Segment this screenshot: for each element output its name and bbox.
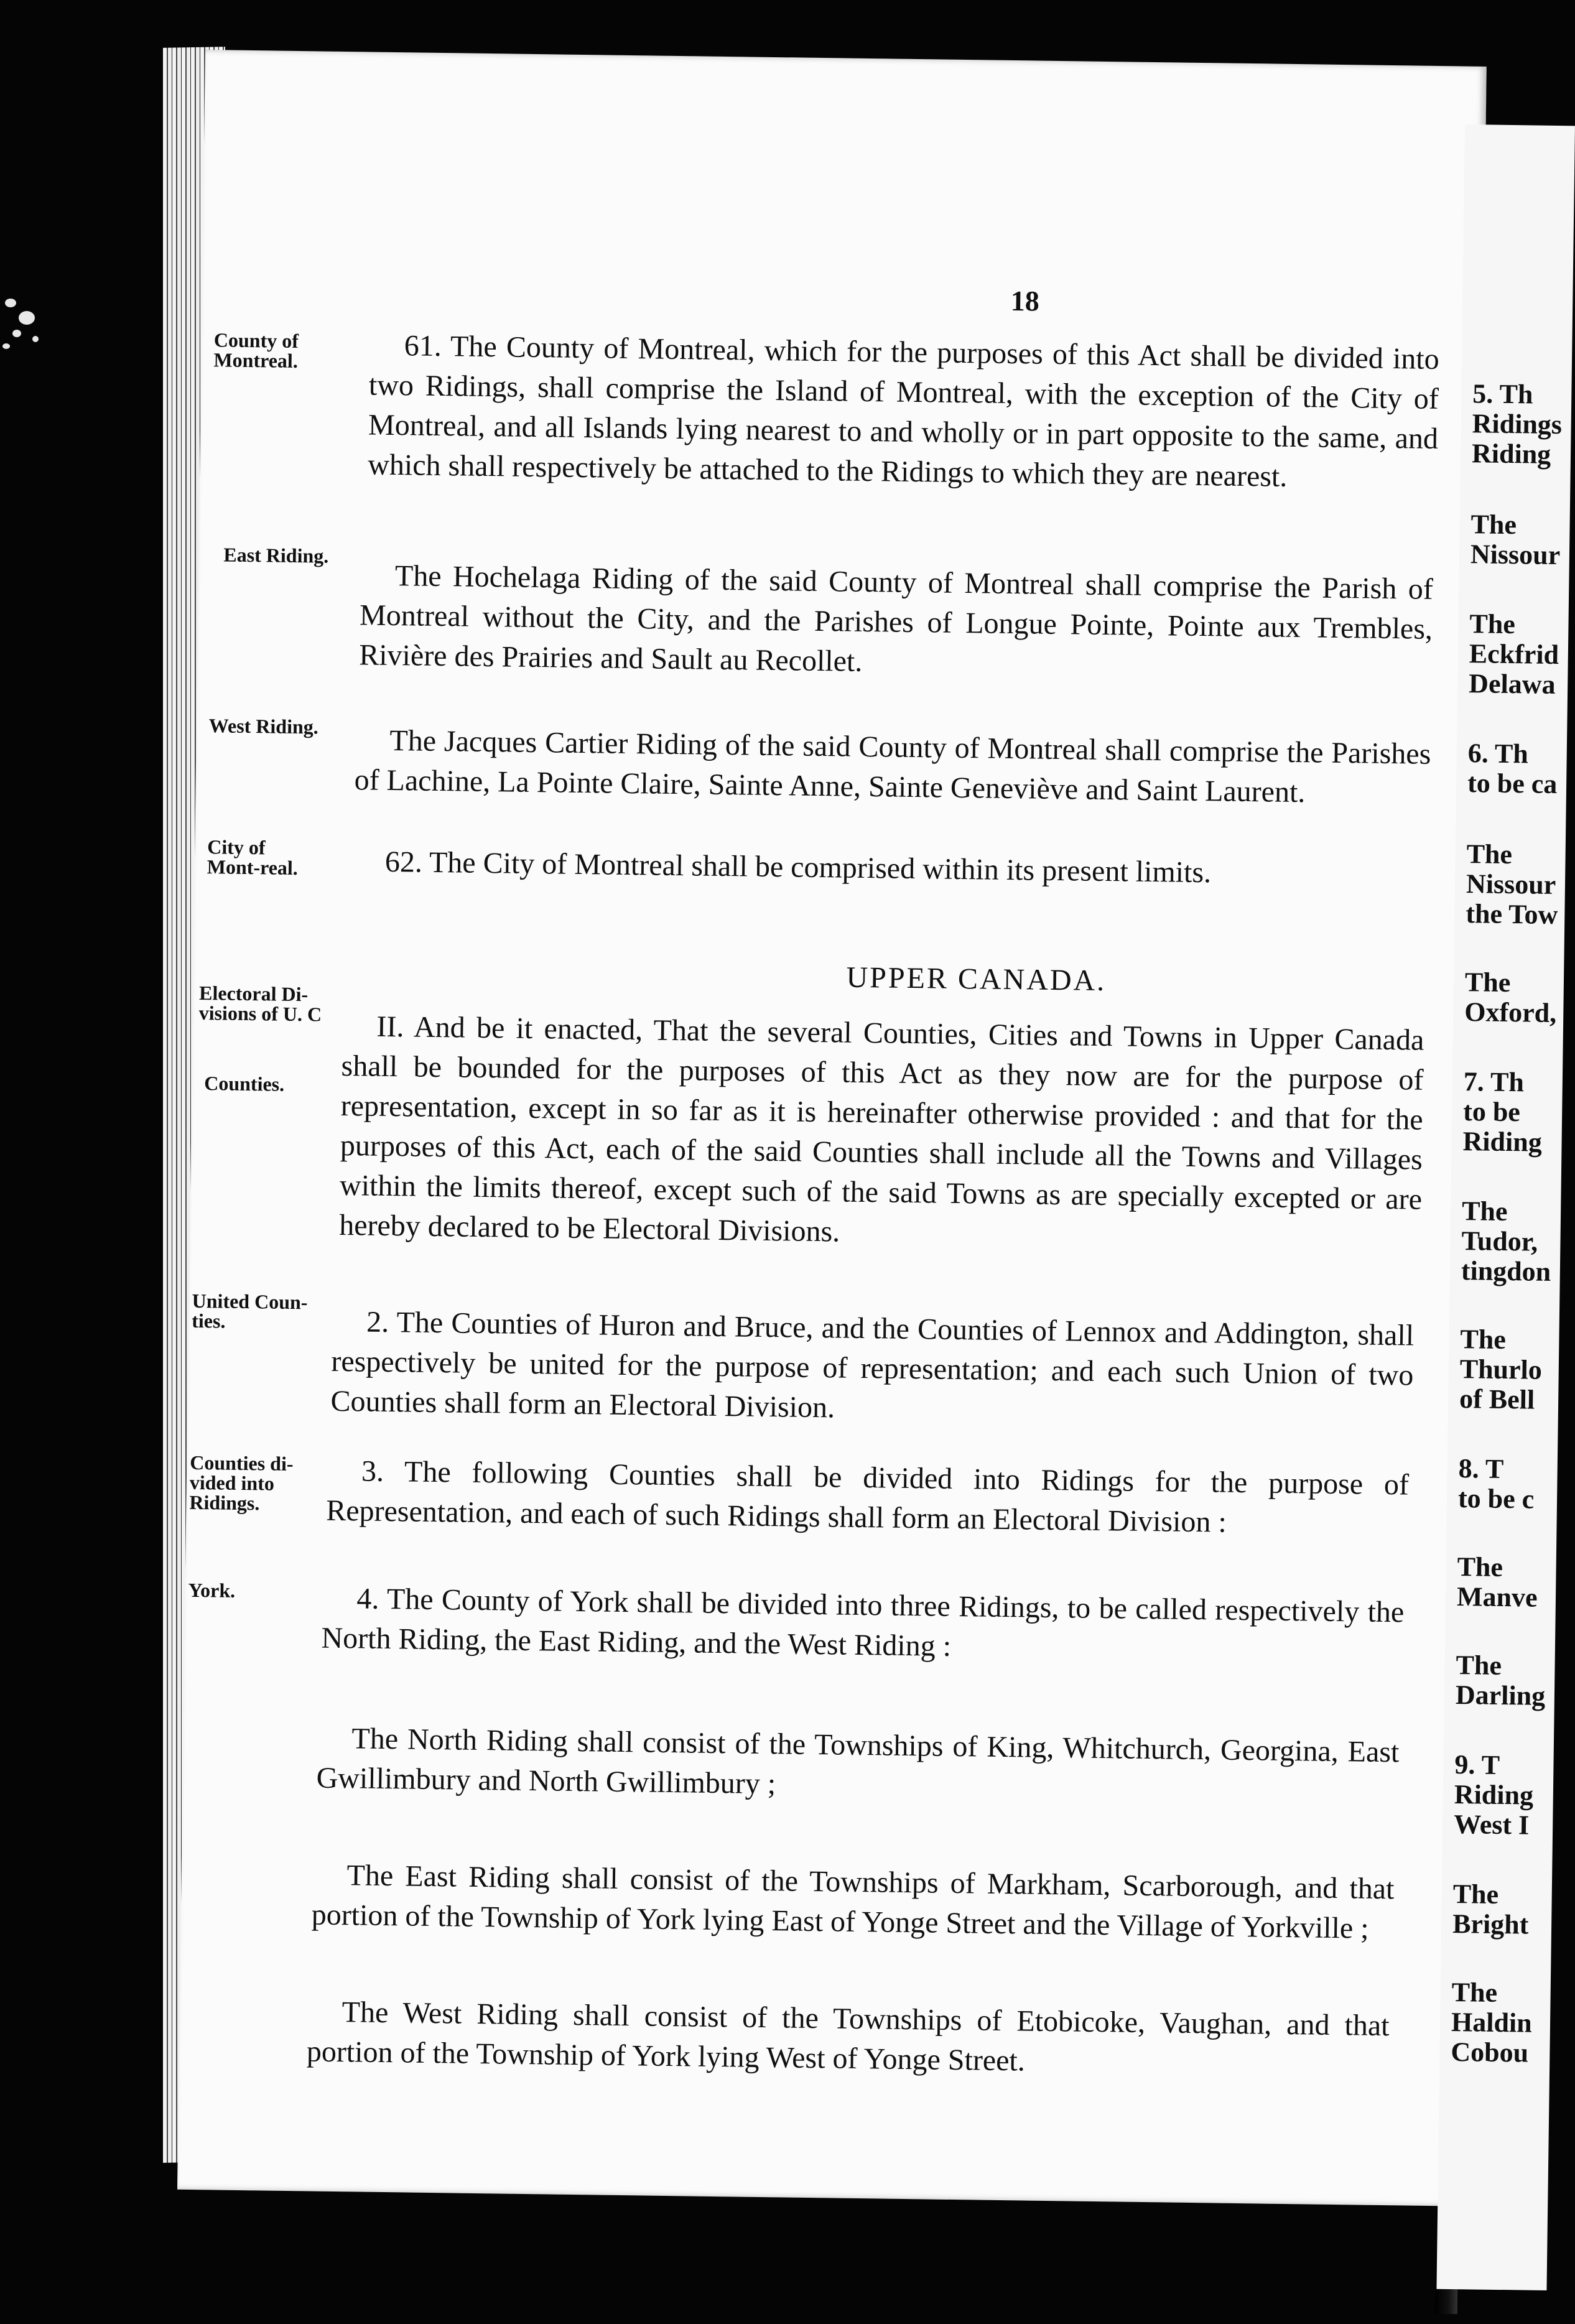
facing-page-line: Ridings <box>1472 408 1563 440</box>
facing-page-line: 5. Th <box>1472 378 1533 410</box>
margin-note-east-riding: East Riding. <box>223 543 329 567</box>
section-4-text: 4. The County of York shall be divided into three Ridings, to be called respectively the North Riding, the East Riding, and the West Riding : <box>321 1582 1405 1663</box>
facing-page-line: Riding <box>1471 438 1551 470</box>
section-ii-text: II. And be it enacted, That the several Counties, Cities and Towns in Upper Canada shall be bounded for the purposes of this Act as they now are for the purpose of representation, except in so far as it is hereinafter otherwise provided : and that for the purposes of this Act, each of the said Counties shall include all the Towns and Villages within the limits thereof, except such of the said Towns as are specially excepted or are hereby declared to be Electoral Divisions. <box>338 1010 1424 1248</box>
section-3-paragraph <box>326 1451 1410 1545</box>
facing-page-line: Riding <box>1454 1779 1534 1811</box>
facing-page-line: The <box>1464 967 1511 998</box>
facing-page-line: to be c <box>1457 1483 1535 1515</box>
facing-page-line: The <box>1456 1650 1502 1681</box>
facing-page-line: 9. T <box>1454 1749 1500 1780</box>
north-riding-text: The North Riding shall consist of the Townships of King, Whitchurch, Georgina, East Gwillimbury and North Gwillimbury ; <box>316 1722 1400 1801</box>
facing-page-line: Tudor, <box>1461 1225 1538 1257</box>
facing-page-line: the Tow <box>1466 898 1558 931</box>
facing-page-line: The <box>1469 608 1516 640</box>
facing-page-line: to be ca <box>1467 768 1558 800</box>
facing-page-line: The <box>1460 1324 1507 1355</box>
margin-note-united-counties: United Coun-ties. <box>192 1289 308 1332</box>
margin-note-west-riding: West Riding. <box>208 714 319 738</box>
margin-note-electoral-divisions: Electoral Di-visions of U. C <box>198 982 322 1026</box>
section-4-paragraph <box>321 1579 1405 1673</box>
facing-page-line: The <box>1451 1976 1498 2008</box>
facing-page-line: Darling <box>1455 1680 1546 1711</box>
east-riding-text: The East Riding shall consist of the Townships of Markham, Scarborough, and that portion of the Township of York lying East of Yonge Street and the Village of Yorkville ; <box>311 1859 1395 1945</box>
jacques-cartier-riding-text: The Jacques Cartier Riding of the said County of Montreal shall comprise the Parishes of Lachine, La Pointe Claire, Sainte Anne, Sainte Geneviève and Saint Laurent. <box>354 723 1431 809</box>
jacques-cartier-riding-paragraph <box>354 720 1431 814</box>
facing-page-line: The <box>1466 839 1513 870</box>
section-2-text: 2. The Counties of Huron and Bruce, and the Counties of Lennox and Addington, shall respectively be united for the purpose of representation; and each such Union of two Counties shall form an Electoral Division. <box>330 1305 1415 1425</box>
facing-page-line: West I <box>1453 1809 1530 1841</box>
hochelaga-riding-text: The Hochelaga Riding of the said County of Montreal shall comprise the Parish of Montreal without the City, and the Parishes of Longue Pointe, Pointe aux Trembles, Rivière des Prairies and Sault au Recollet. <box>358 559 1434 678</box>
facing-page-line: tingdon <box>1461 1255 1551 1287</box>
facing-page-line: Nissour <box>1470 539 1561 571</box>
north-riding-paragraph <box>316 1719 1400 1813</box>
facing-page-line: Thurlo <box>1459 1354 1543 1385</box>
hochelaga-riding-paragraph <box>359 555 1433 689</box>
upper-canada-heading: UPPER CANADA. <box>846 960 1107 998</box>
east-riding-paragraph <box>311 1856 1395 1950</box>
facing-page-line: Delawa <box>1468 668 1556 700</box>
section-61-paragraph <box>368 325 1439 498</box>
facing-page-line: 8. T <box>1458 1453 1504 1484</box>
section-3-text: 3. The following Counties shall be divided into Ridings for the purpose of Representation, and each of such Ridings shall form an Electoral Division : <box>325 1454 1410 1539</box>
facing-page-line: Cobou <box>1451 2036 1529 2068</box>
facing-page-line: The <box>1461 1196 1508 1227</box>
margin-note-city-of-montreal: City of Mont-real. <box>207 835 299 880</box>
facing-page-line: Haldin <box>1451 2006 1533 2038</box>
facing-page-line: to be <box>1462 1096 1521 1128</box>
facing-page-line: Eckfrid <box>1469 638 1559 671</box>
section-62-text: 62. The City of Montreal shall be comprised within its present limits. <box>384 845 1212 890</box>
facing-page-line: 6. Th <box>1467 738 1529 769</box>
margin-note-counties-divided: Counties di-vided into Ridings. <box>189 1451 294 1515</box>
west-riding-text: The West Riding shall consist of the Townships of Etobicoke, Vaughan, and that portion of the Township of York lying West of Yonge Street. <box>306 1996 1390 2078</box>
facing-page-line: Bright <box>1452 1908 1529 1940</box>
margin-note-york: York. <box>188 1578 236 1602</box>
facing-page-line: The <box>1470 509 1517 541</box>
west-riding-paragraph <box>306 1992 1390 2086</box>
margin-note-county-of-montreal: County of Montreal. <box>213 328 299 372</box>
facing-page-line: Riding <box>1462 1126 1543 1158</box>
book-page <box>177 50 1487 2206</box>
margin-note-counties: Counties. <box>204 1072 285 1095</box>
page-number: 18 <box>1010 284 1040 317</box>
facing-page-line: of Bell <box>1459 1383 1535 1415</box>
section-ii-paragraph <box>339 1006 1424 1260</box>
facing-page-line: The <box>1457 1551 1503 1583</box>
facing-page-line: Oxford, <box>1464 997 1557 1029</box>
section-62-paragraph <box>350 842 1430 896</box>
facing-page-line: The <box>1452 1878 1499 1910</box>
section-61-text: 61. The County of Montreal, which for the purposes of this Act shall be divided into two Ridings, shall comprise the Island of Montreal, with the exception of the City of Montreal, and all Islands lying nearest to and wholly or in part opposite to the same, and which shall respectively be attached to the Ridings to which they are nearest. <box>367 329 1440 493</box>
facing-page-line: Manve <box>1456 1581 1538 1613</box>
section-2-paragraph <box>330 1302 1414 1436</box>
facing-page-line: 7. Th <box>1463 1066 1525 1098</box>
facing-page-line: Nissour <box>1466 868 1556 901</box>
